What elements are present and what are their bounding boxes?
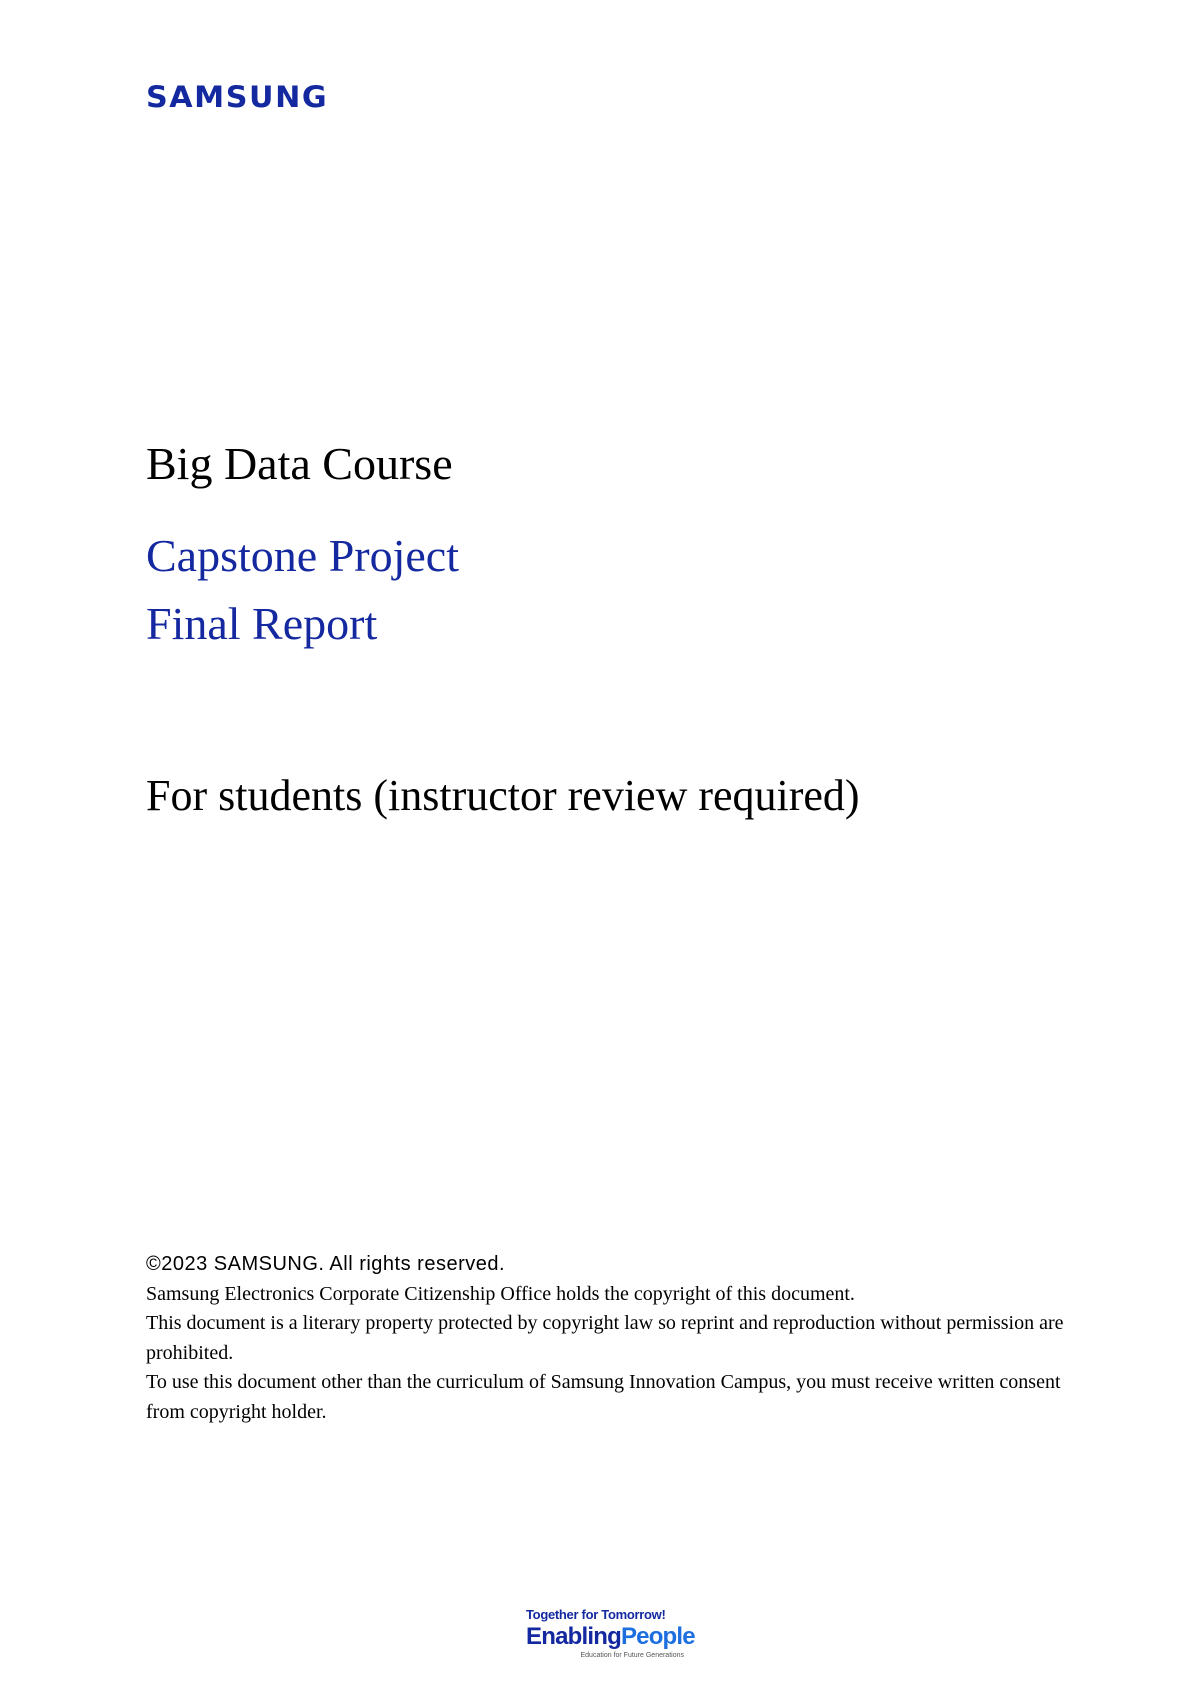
samsung-logo: SAMSUNG [146, 80, 329, 114]
footer-subline: Education for Future Generations [580, 1652, 684, 1659]
enabling-people-logo [526, 1607, 696, 1661]
audience-note: For students (instructor review required) [146, 771, 860, 820]
project-title-line-1: Capstone Project [146, 530, 459, 581]
footer-tagline: Together for Tomorrow! [526, 1607, 666, 1622]
project-title [146, 522, 459, 658]
copyright-consent-text: To use this document other than the curriculum of Samsung Innovation Campus, you must receive written consent from copyright holder. [146, 1371, 1061, 1423]
footer-brand-part-1: Enabling [526, 1623, 621, 1650]
copyright-holder-text: Samsung Electronics Corporate Citizenship Office holds the copyright of this document. [146, 1282, 855, 1305]
footer-brandline [526, 1623, 696, 1651]
copyright-notice [146, 1250, 1066, 1427]
copyright-line: ©2023 SAMSUNG. All rights reserved. [146, 1253, 506, 1275]
project-title-line-2: Final Report [146, 598, 378, 649]
footer-brand-part-2: People [620, 1623, 695, 1650]
copyright-protection-text: This document is a literary property protected by copyright law so reprint and reproduction without permission are prohibited. [146, 1312, 1064, 1364]
course-title: Big Data Course [146, 438, 453, 489]
